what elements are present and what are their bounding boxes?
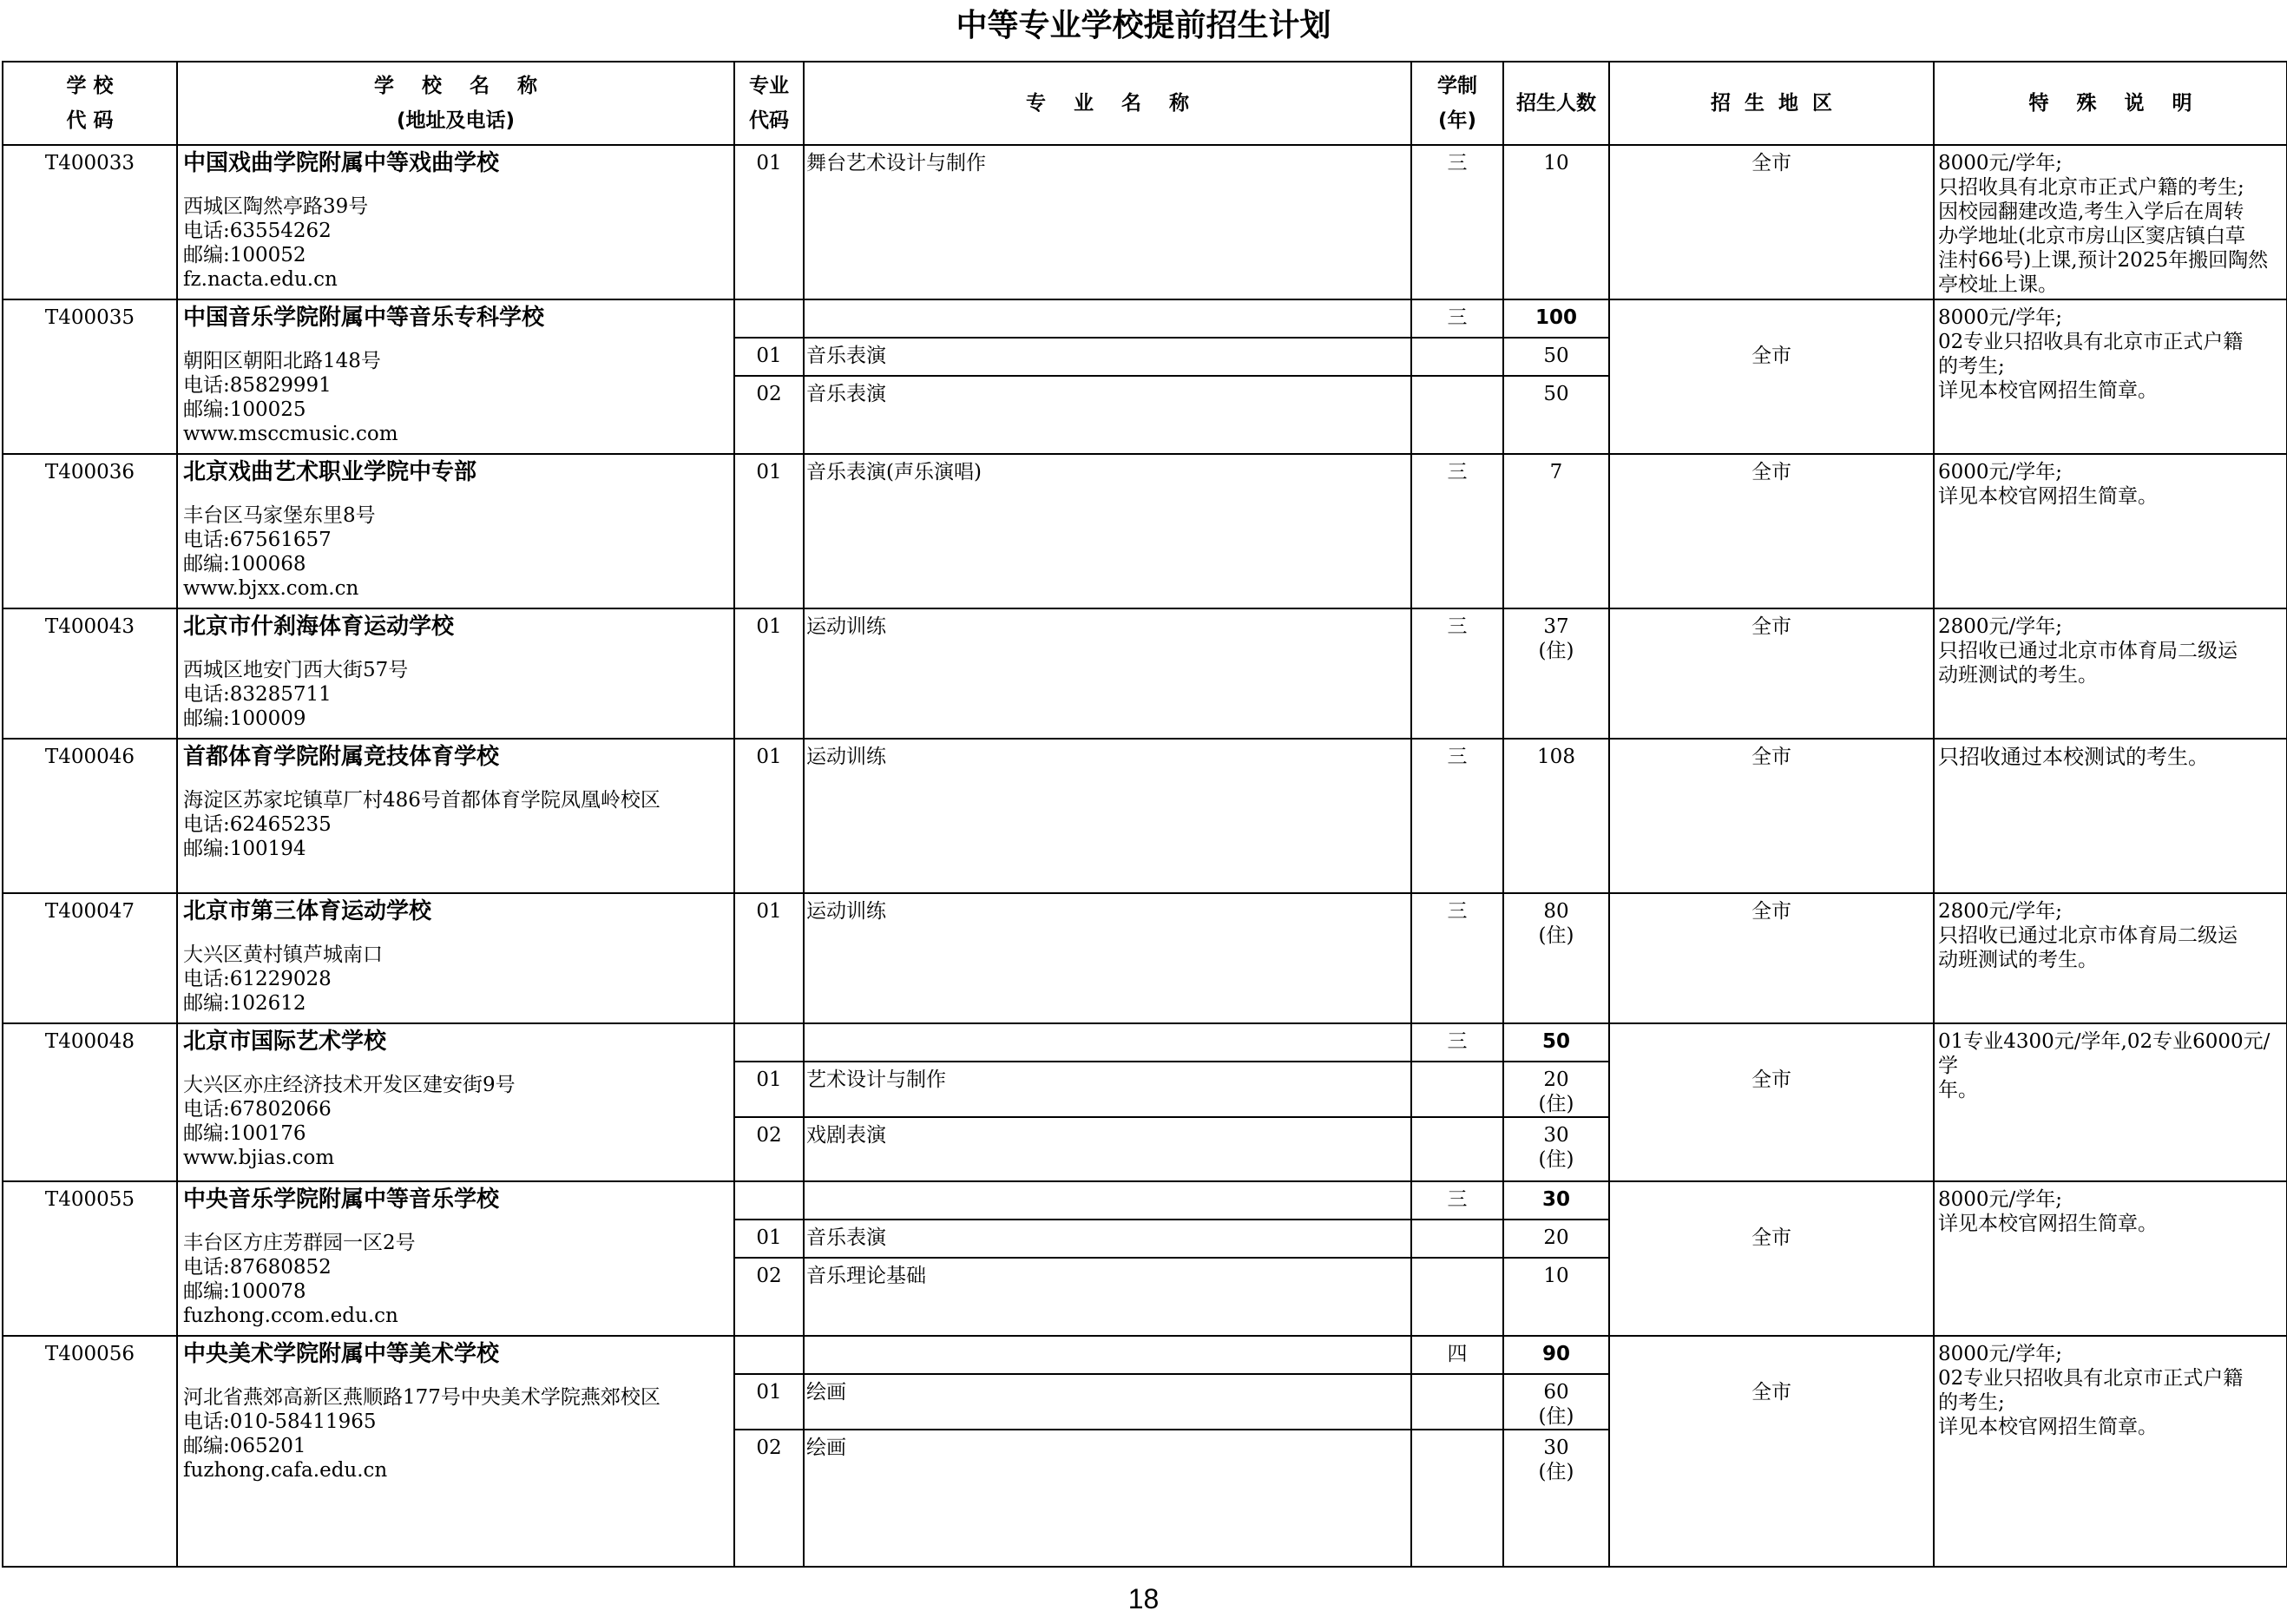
school-address: 丰台区方庄芳群园一区2号 (183, 1232, 416, 1254)
school-zip: 邮编:100025 (183, 398, 306, 421)
header-school-code: 学 校 代 码 (3, 62, 177, 145)
enrollment-count: 20 (1503, 1220, 1609, 1258)
header-years: 学制 (年) (1411, 62, 1503, 145)
school-address: 西城区陶然亭路39号 (183, 195, 369, 218)
school-code: T400046 (3, 739, 177, 893)
major-code: 01 (734, 1374, 804, 1430)
enrollment-region: 全市 (1609, 893, 1934, 1023)
school-phone: 电话:83285711 (183, 683, 332, 706)
school-code: T400043 (3, 608, 177, 739)
major-code: 01 (734, 145, 804, 299)
major-name: 艺术设计与制作 (804, 1062, 1411, 1117)
study-years: 三 (1411, 145, 1503, 299)
special-notes: 8000元/学年; 02专业只招收具有北京市正式户籍 的考生; 详见本校官网招生简章。 (1934, 1336, 2287, 1567)
school-info (177, 1336, 734, 1567)
study-years-empty (1411, 1062, 1503, 1117)
enrollment-count: 30 (住) (1503, 1117, 1609, 1181)
school-info (177, 608, 734, 739)
school-phone: 电话:85829991 (183, 374, 332, 397)
major-name: 运动训练 (804, 893, 1411, 1023)
enrollment-count: 10 (1503, 145, 1609, 299)
school-info (177, 454, 734, 608)
header-enrollment: 招生人数 (1503, 62, 1609, 145)
school-phone: 电话:63554262 (183, 220, 332, 242)
major-name: 音乐表演 (804, 376, 1411, 454)
major-name: 戏剧表演 (804, 1117, 1411, 1181)
school-info (177, 1181, 734, 1336)
school-code: T400056 (3, 1336, 177, 1567)
header-row (3, 62, 2287, 145)
school-website: www.bjxx.com.cn (183, 577, 359, 600)
major-name-empty (804, 1336, 1411, 1374)
study-years-empty (1411, 376, 1503, 454)
school-row (3, 739, 2287, 893)
school-row (3, 299, 2287, 338)
major-code: 01 (734, 893, 804, 1023)
school-row (3, 454, 2287, 608)
header-notes: 特 殊 说 明 (1934, 62, 2287, 145)
enrollment-region: 全市 (1609, 608, 1934, 739)
enrollment-count: 108 (1503, 739, 1609, 893)
study-years: 四 (1411, 1336, 1503, 1374)
major-name: 音乐理论基础 (804, 1258, 1411, 1336)
enrollment-count: 60 (住) (1503, 1374, 1609, 1430)
major-code-empty (734, 299, 804, 338)
school-zip: 邮编:100078 (183, 1280, 306, 1303)
school-address: 西城区地安门西大街57号 (183, 659, 409, 681)
major-code: 02 (734, 376, 804, 454)
header-major-code: 专业 代码 (734, 62, 804, 145)
school-address: 大兴区亦庄经济技术开发区建安街9号 (183, 1074, 516, 1096)
school-phone: 电话:87680852 (183, 1256, 332, 1279)
school-zip: 邮编:102612 (183, 992, 306, 1015)
school-code: T400047 (3, 893, 177, 1023)
school-address: 大兴区黄村镇芦城南口 (183, 943, 383, 966)
school-address: 海淀区苏家坨镇草厂村486号首都体育学院凤凰岭校区 (183, 789, 660, 812)
enrollment-count: 80 (住) (1503, 893, 1609, 1023)
enrollment-total: 90 (1503, 1336, 1609, 1374)
school-phone: 电话:62465235 (183, 813, 332, 836)
major-name: 运动训练 (804, 608, 1411, 739)
study-years: 三 (1411, 299, 1503, 338)
major-name: 舞台艺术设计与制作 (804, 145, 1411, 299)
page-title: 中等专业学校提前招生计划 (956, 8, 1331, 43)
school-info (177, 893, 734, 1023)
school-name: 中国音乐学院附属中等音乐专科学校 (183, 305, 545, 331)
school-zip: 邮编:100176 (183, 1122, 306, 1145)
major-name: 绘画 (804, 1374, 1411, 1430)
school-code: T400033 (3, 145, 177, 299)
major-code: 02 (734, 1117, 804, 1181)
major-code-empty (734, 1023, 804, 1062)
school-website: www.bjias.com (183, 1147, 335, 1169)
school-info (177, 739, 734, 893)
special-notes: 8000元/学年; 详见本校官网招生简章。 (1934, 1181, 2287, 1336)
enrollment-count: 30 (住) (1503, 1430, 1609, 1567)
school-name: 中央美术学院附属中等美术学校 (183, 1341, 500, 1367)
enrollment-count: 10 (1503, 1258, 1609, 1336)
school-name: 北京市国际艺术学校 (183, 1029, 387, 1055)
study-years: 三 (1411, 454, 1503, 608)
special-notes: 8000元/学年; 只招收具有北京市正式户籍的考生; 因校园翻建改造,考生入学后在周转 办学地址(北京市房山区窦店镇白草 洼村66号)上课,预计2025年搬回陶然 亭校址上课。 (1934, 145, 2287, 299)
enrollment-region: 全市 (1609, 454, 1934, 608)
enrollment-total: 100 (1503, 299, 1609, 338)
enrollment-count: 50 (1503, 376, 1609, 454)
major-code: 01 (734, 739, 804, 893)
school-row (3, 1181, 2287, 1220)
major-name-empty (804, 299, 1411, 338)
school-row (3, 1336, 2287, 1374)
study-years-empty (1411, 1258, 1503, 1336)
school-info (177, 299, 734, 454)
header-school-name: 学 校 名 称 (地址及电话) (177, 62, 734, 145)
school-name: 北京戏曲艺术职业学院中专部 (183, 459, 477, 485)
study-years: 三 (1411, 739, 1503, 893)
major-code: 01 (734, 1062, 804, 1117)
study-years-empty (1411, 1374, 1503, 1430)
enrollment-plan-table (2, 61, 2287, 1568)
major-code: 01 (734, 338, 804, 376)
enrollment-region: 全市 (1609, 145, 1934, 299)
school-code: T400055 (3, 1181, 177, 1336)
school-name: 北京市第三体育运动学校 (183, 898, 432, 924)
major-code: 02 (734, 1430, 804, 1567)
school-phone: 电话:61229028 (183, 968, 332, 990)
school-address: 朝阳区朝阳北路148号 (183, 350, 381, 372)
enrollment-count: 50 (1503, 338, 1609, 376)
school-zip: 邮编:065201 (183, 1435, 306, 1457)
school-code: T400048 (3, 1023, 177, 1181)
header-region: 招 生 地 区 (1609, 62, 1934, 145)
major-name: 音乐表演 (804, 338, 1411, 376)
school-row (3, 893, 2287, 1023)
school-row (3, 608, 2287, 739)
school-website: fz.nacta.edu.cn (183, 268, 338, 291)
school-phone: 电话:67802066 (183, 1098, 332, 1121)
page-number: 18 (1127, 1583, 1160, 1614)
special-notes: 8000元/学年; 02专业只招收具有北京市正式户籍 的考生; 详见本校官网招生简章。 (1934, 299, 2287, 454)
enrollment-region: 全市 (1609, 739, 1934, 893)
header-major-name: 专 业 名 称 (804, 62, 1411, 145)
school-code: T400035 (3, 299, 177, 454)
school-info (177, 145, 734, 299)
enrollment-region: 全市 (1609, 299, 1934, 454)
school-website: fuzhong.ccom.edu.cn (183, 1305, 398, 1327)
school-website: fuzhong.cafa.edu.cn (183, 1459, 388, 1482)
school-phone: 电话:010-58411965 (183, 1410, 377, 1433)
enrollment-region: 全市 (1609, 1181, 1934, 1336)
school-address: 丰台区马家堡东里8号 (183, 504, 376, 527)
study-years-empty (1411, 338, 1503, 376)
major-code-empty (734, 1181, 804, 1220)
special-notes: 只招收通过本校测试的考生。 (1934, 739, 2287, 893)
major-code-empty (734, 1336, 804, 1374)
enrollment-count: 7 (1503, 454, 1609, 608)
major-name-empty (804, 1023, 1411, 1062)
special-notes: 2800元/学年; 只招收已通过北京市体育局二级运 动班测试的考生。 (1934, 893, 2287, 1023)
enrollment-count: 20 (住) (1503, 1062, 1609, 1117)
study-years-empty (1411, 1117, 1503, 1181)
school-row (3, 145, 2287, 299)
study-years-empty (1411, 1430, 1503, 1567)
school-row (3, 1023, 2287, 1062)
school-address: 河北省燕郊高新区燕顺路177号中央美术学院燕郊校区 (183, 1386, 660, 1409)
school-info (177, 1023, 734, 1181)
school-zip: 邮编:100052 (183, 244, 306, 266)
school-name: 中央音乐学院附属中等音乐学校 (183, 1187, 500, 1213)
school-website: www.msccmusic.com (183, 423, 398, 445)
school-name: 首都体育学院附属竞技体育学校 (183, 744, 500, 770)
major-name: 音乐表演(声乐演唱) (804, 454, 1411, 608)
enrollment-total: 30 (1503, 1181, 1609, 1220)
study-years-empty (1411, 1220, 1503, 1258)
study-years: 三 (1411, 1023, 1503, 1062)
major-code: 01 (734, 608, 804, 739)
school-phone: 电话:67561657 (183, 529, 332, 551)
major-name-empty (804, 1181, 1411, 1220)
school-zip: 邮编:100009 (183, 707, 306, 730)
study-years: 三 (1411, 608, 1503, 739)
school-zip: 邮编:100194 (183, 838, 306, 860)
enrollment-region: 全市 (1609, 1023, 1934, 1181)
major-code: 02 (734, 1258, 804, 1336)
major-code: 01 (734, 454, 804, 608)
major-name: 运动训练 (804, 739, 1411, 893)
study-years: 三 (1411, 893, 1503, 1023)
enrollment-count: 37 (住) (1503, 608, 1609, 739)
special-notes: 01专业4300元/学年,02专业6000元/学 年。 (1934, 1023, 2287, 1181)
special-notes: 2800元/学年; 只招收已通过北京市体育局二级运 动班测试的考生。 (1934, 608, 2287, 739)
major-name: 绘画 (804, 1430, 1411, 1567)
enrollment-region: 全市 (1609, 1336, 1934, 1567)
enrollment-total: 50 (1503, 1023, 1609, 1062)
school-name: 中国戏曲学院附属中等戏曲学校 (183, 150, 500, 176)
school-zip: 邮编:100068 (183, 553, 306, 575)
major-code: 01 (734, 1220, 804, 1258)
school-code: T400036 (3, 454, 177, 608)
major-name: 音乐表演 (804, 1220, 1411, 1258)
study-years: 三 (1411, 1181, 1503, 1220)
school-name: 北京市什刹海体育运动学校 (183, 614, 455, 640)
special-notes: 6000元/学年; 详见本校官网招生简章。 (1934, 454, 2287, 608)
